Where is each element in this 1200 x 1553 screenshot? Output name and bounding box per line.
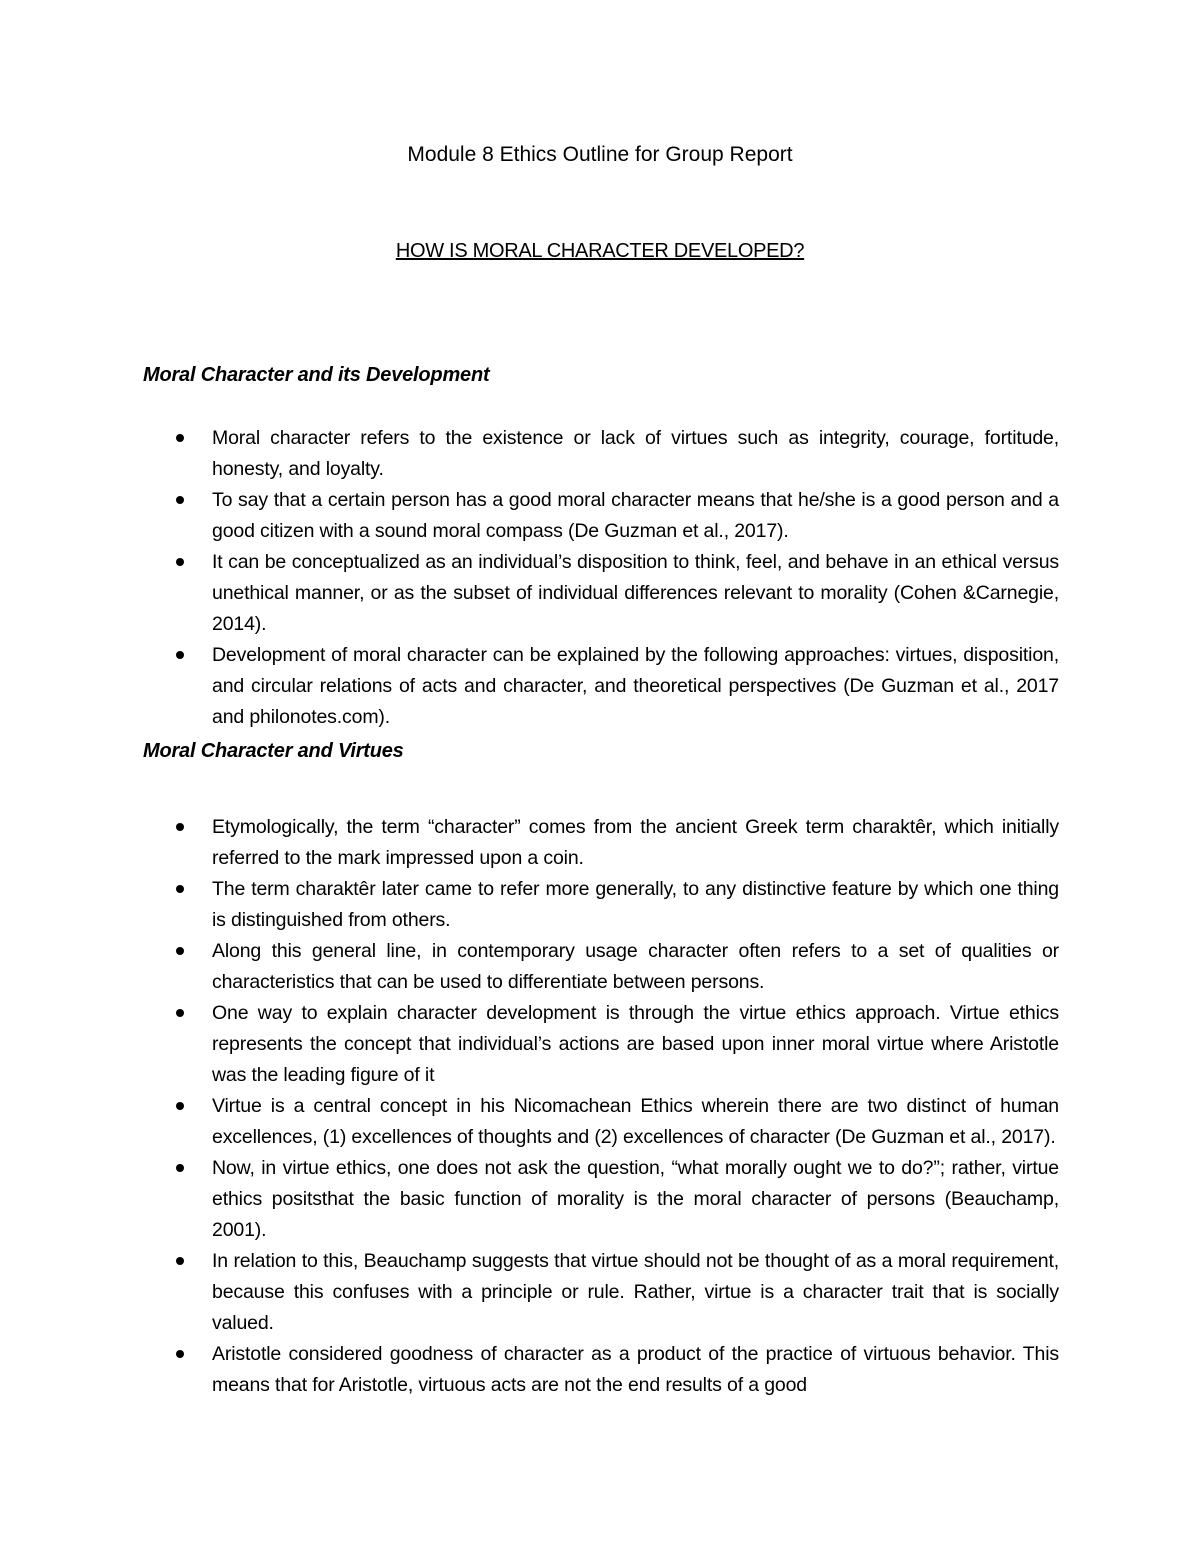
list-item (143, 1339, 1059, 1401)
list-item (143, 1246, 1059, 1339)
bullet-icon (176, 947, 184, 955)
bullet-text: Etymologically, the term “character” comes from the ancient Greek term charaktêr, which initially referred to the mark impressed upon a coin. (212, 816, 1059, 869)
list-item (143, 640, 1059, 733)
bullet-text: Virtue is a central concept in his Nicomachean Ethics wherein there are two distinct of human excellences, (1) excellences of thoughts and (2) excellences of character (De Guzman et al., 2017). (212, 1095, 1059, 1148)
bullet-text: In relation to this, Beauchamp suggests that virtue should not be thought of as a moral requirement, because this confuses with a principle or rule. Rather, virtue is a character trait that is socially valued. (212, 1250, 1059, 1334)
section-heading: Moral Character and Virtues (143, 740, 404, 762)
list-item (143, 1091, 1059, 1153)
bullet-icon (176, 651, 184, 659)
bullet-icon (176, 823, 184, 831)
bullet-icon (176, 1102, 184, 1110)
bullet-text: It can be conceptualized as an individual’s disposition to think, feel, and behave in an ethical versus unethical manner, or as the subset of individual differences relevant to morality (Cohen &Carnegie, 2014). (212, 551, 1059, 635)
bullet-text: One way to explain character development is through the virtue ethics approach. Virtue ethics represents the concept that individual’s actions are based upon inner moral virtue where Aristotle was the leading figure of it (212, 1002, 1059, 1086)
bullet-text: Along this general line, in contemporary usage character often refers to a set of qualities or characteristics that can be used to differentiate between persons. (212, 940, 1059, 993)
bullet-text: The term charaktêr later came to refer more generally, to any distinctive feature by which one thing is distinguished from others. (212, 878, 1059, 931)
bullet-icon (176, 885, 184, 893)
bullet-text: To say that a certain person has a good moral character means that he/she is a good person and a good citizen with a sound moral compass (De Guzman et al., 2017). (212, 489, 1059, 542)
bullet-text: Aristotle considered goodness of character as a product of the practice of virtuous behavior. This means that for Aristotle, virtuous acts are not the end results of a good (212, 1343, 1059, 1396)
document-heading: HOW IS MORAL CHARACTER DEVELOPED? (395, 240, 805, 262)
bullet-list (143, 812, 1059, 1401)
section-heading: Moral Character and its Development (143, 364, 490, 386)
list-item (143, 874, 1059, 936)
section-moral-character-development (143, 360, 1059, 733)
bullet-list (143, 423, 1059, 733)
document-title: Module 8 Ethics Outline for Group Report (407, 143, 793, 166)
bullet-icon (176, 1164, 184, 1172)
list-item (143, 936, 1059, 998)
list-item (143, 1153, 1059, 1246)
bullet-icon (176, 496, 184, 504)
bullet-icon (176, 558, 184, 566)
bullet-icon (176, 434, 184, 442)
list-item (143, 485, 1059, 547)
bullet-text: Development of moral character can be explained by the following approaches: virtues, disposition, and circular relations of acts and character, and theoretical perspectives (De Guzman et al., 2017 and philonotes.com). (212, 644, 1059, 728)
bullet-icon (176, 1350, 184, 1358)
list-item (143, 423, 1059, 485)
bullet-icon (176, 1009, 184, 1017)
bullet-text: Moral character refers to the existence or lack of virtues such as integrity, courage, fortitude, honesty, and loyalty. (212, 427, 1059, 480)
list-item (143, 547, 1059, 640)
section-moral-character-virtues (143, 736, 1059, 1401)
list-item (143, 998, 1059, 1091)
bullet-icon (176, 1257, 184, 1265)
bullet-text: Now, in virtue ethics, one does not ask the question, “what morally ought we to do?”; rather, virtue ethics positsthat the basic function of morality is the moral character of persons (Beauchamp, 2001). (212, 1157, 1059, 1241)
list-item (143, 812, 1059, 874)
